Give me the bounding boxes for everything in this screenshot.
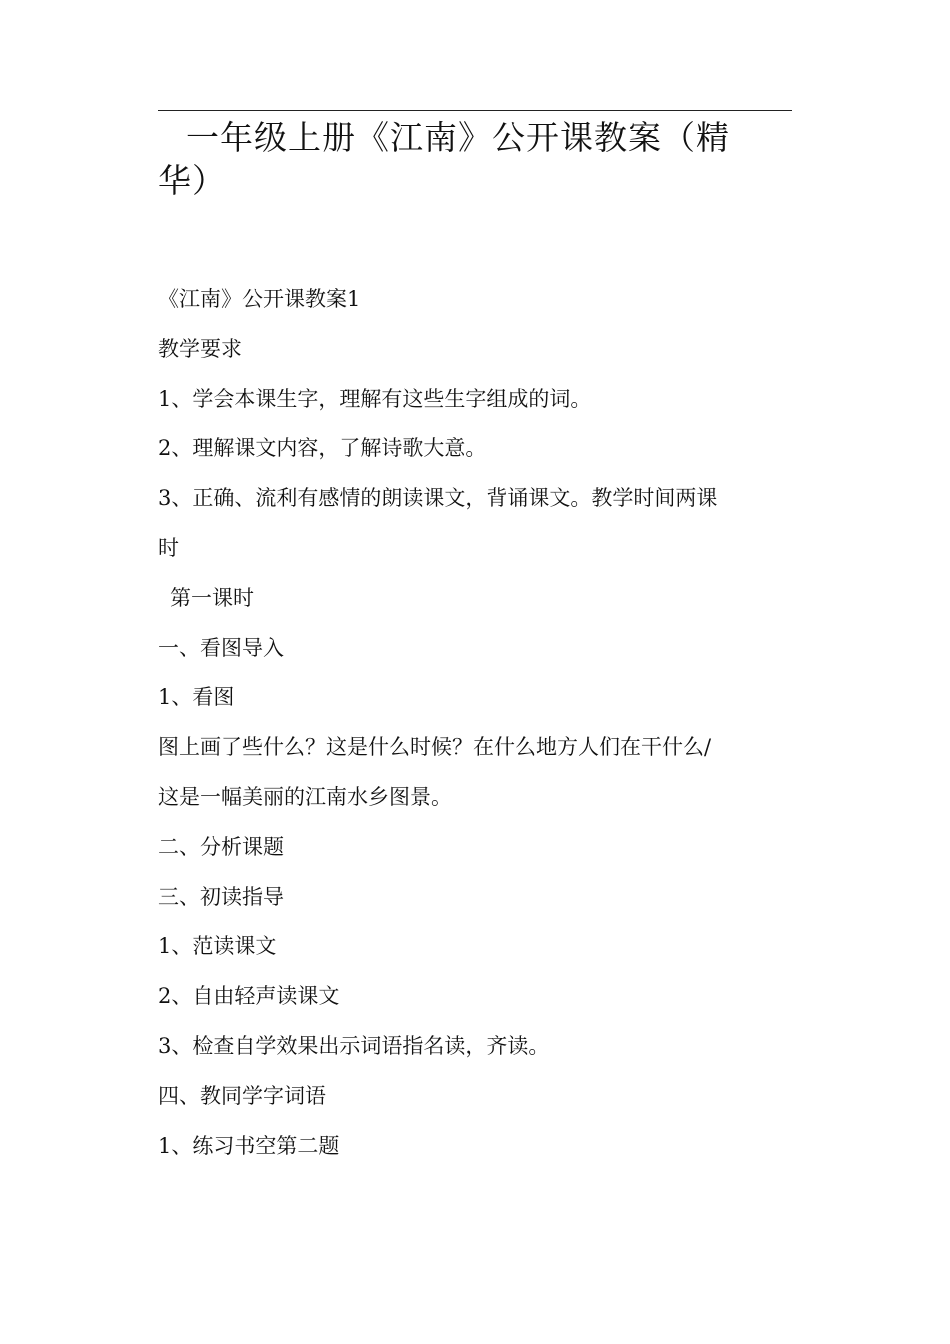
requirement-item: 2、理解课文内容，了解诗歌大意。 xyxy=(158,436,487,461)
document-body xyxy=(158,275,788,1171)
lesson-plan-heading: 《江南》公开课教案1 xyxy=(158,287,361,311)
step-item: 1、练习书空第二题 xyxy=(158,1133,340,1158)
step-heading: 四、教同学字词语 xyxy=(158,1083,326,1108)
step-item: 1、范读课文 xyxy=(158,934,277,959)
body-paragraph-line: 图上画了些什么？这是什么时候？在什么地方人们在干什么/ xyxy=(158,735,712,760)
section-heading-requirements: 教学要求 xyxy=(158,336,242,361)
requirement-item-continued: 时 xyxy=(158,535,179,560)
header-rule xyxy=(158,110,792,111)
requirement-item: 1、学会本课生字，理解有这些生字组成的词。 xyxy=(158,386,592,411)
lesson-period-heading: 第一课时 xyxy=(170,585,254,610)
requirement-item: 3、正确、流利有感情的朗读课文，背诵课文。教学时间两课 xyxy=(158,486,718,511)
step-item: 3、检查自学效果出示词语指名读，齐读。 xyxy=(158,1033,550,1058)
document-title: 一年级上册《江南》公开课教案（精华） xyxy=(158,118,730,200)
step-heading: 二、分析课题 xyxy=(158,834,284,859)
step-item: 1、看图 xyxy=(158,685,235,710)
body-paragraph-line: 这是一幅美丽的江南水乡图景。 xyxy=(158,784,452,809)
step-item: 2、自由轻声读课文 xyxy=(158,984,340,1009)
step-heading: 一、看图导入 xyxy=(158,635,284,660)
step-heading: 三、初读指导 xyxy=(158,884,284,909)
